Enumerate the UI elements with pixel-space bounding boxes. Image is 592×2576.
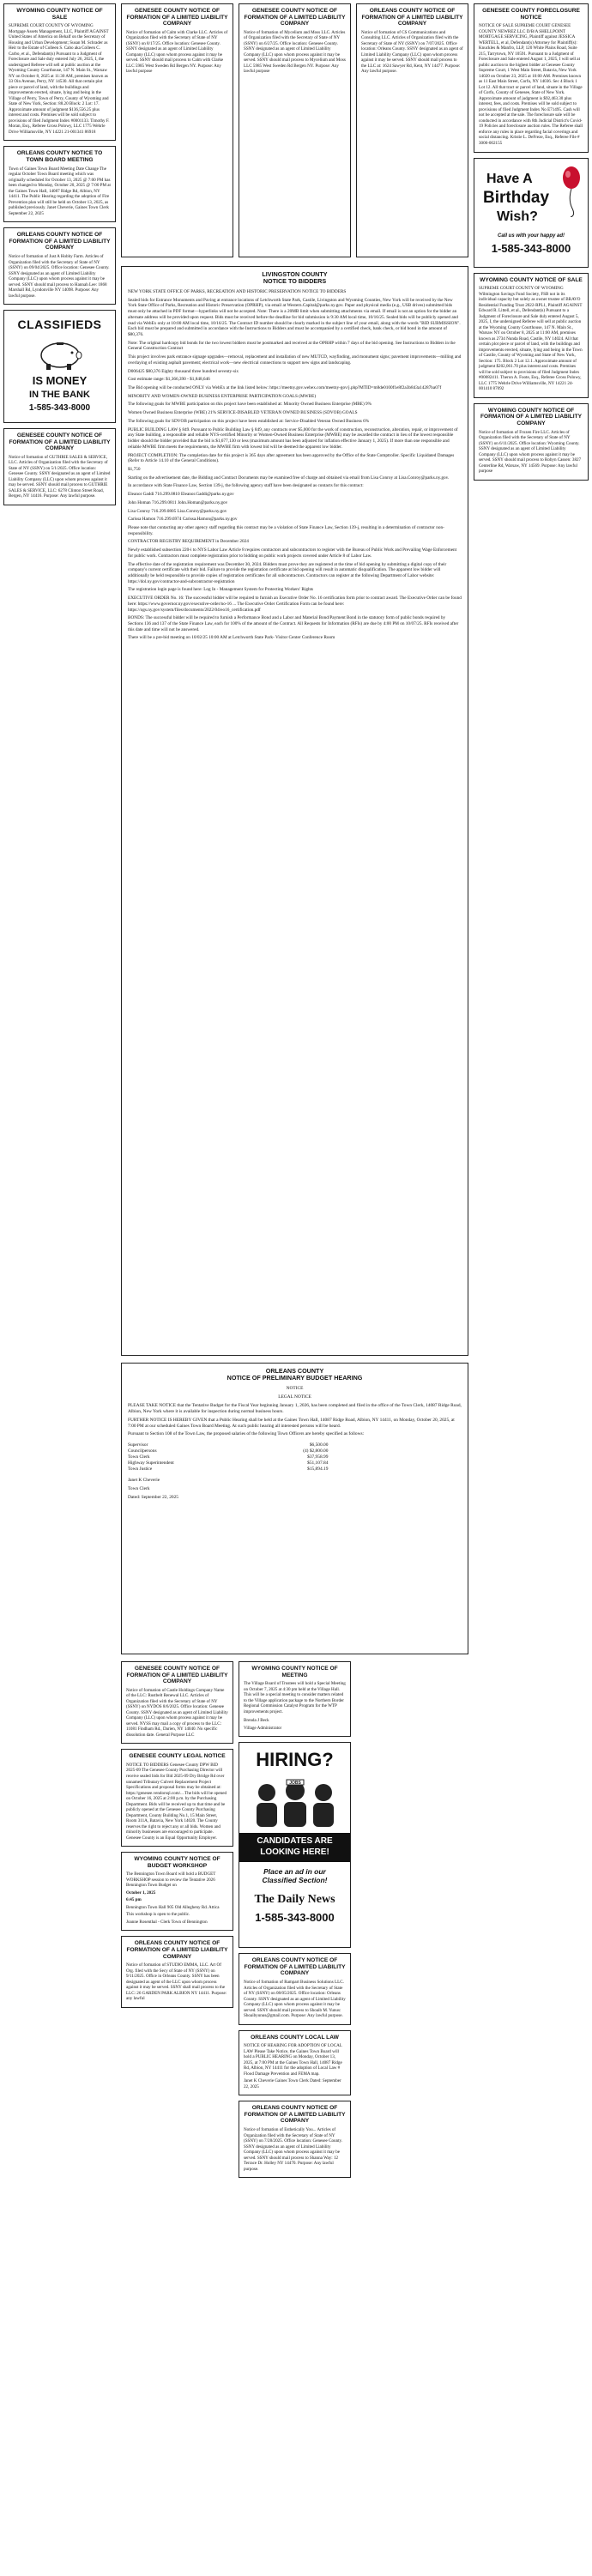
hiring-phone: 1-585-343-8000 <box>255 1911 335 1925</box>
notice-title: ORLEANS COUNTY NOTICE OF FORMATION OF A LIMITED LIABILITY COMPANY <box>244 2105 346 2125</box>
hiring-line-2: LOOKING HERE! <box>260 1847 329 1857</box>
salary-row <box>128 1448 328 1454</box>
notice-orleans-llc-esthetically <box>239 2101 351 2178</box>
notice-body: The Bennington Town Board will hold a BUDGET WORKSHOP session to review the Tentative 2026 Bennington Town Budget on <box>126 1872 216 1889</box>
classifieds-headline: CLASSIFIEDS <box>17 317 102 332</box>
birthday-line-3: Wish? <box>497 209 538 225</box>
notice-paragraph: Note: The original hardcopy bid bonds for the two lowest bidders must be postmarked and received at the OPRHP within 7 days of the bid opening. See Instructions to Bidders in the General Construction Contract <box>128 340 456 352</box>
notice-title: GENESEE COUNTY NOTICE OF FORMATION OF A LIMITED LIABILITY COMPANY <box>9 432 111 452</box>
notice-wyoming-budget-workshop <box>121 1852 233 1931</box>
salary-row <box>128 1460 328 1466</box>
notice-genesee-foreclosure <box>474 3 589 153</box>
birthday-phone: 1-585-343-8000 <box>491 242 571 256</box>
notice-paragraph: This project involves park entrance signage upgrades—removal, replacement and installation of new MUTCD, wayfinding, and monument signs; pavement improvements—milling and overlaying of existing asphalt pavement; electrical work—new electrical connections to support new signs and landscaping. <box>128 354 462 366</box>
notice-body: Notice of formation of Castle Holdings Company Name of the LLC: Rustbelt Renewal LLC. Articles of Organization filed with the Secretary of State of NY (SSNY) on NYDOS 8/6/2025. Office location: Genesee County. SSNY designated as an agent of Limited Liability Company (LLC) upon whom process against it may be served. NYSS may mail a copy of process to the LLC: 11081 Findham Rd., Darien, NY 14040. No specific dissolution date. General Purpose LLC <box>126 1687 228 1738</box>
notice-paragraph: EXECUTIVE ORDER No. 16: The successful bidder will be required to furnish an Executive Order No. 16 certification form prior to contract award. The Executive Order can be found here: https://www.governor.ny.gov/executive-order/no-16 ... The Executive Order Certification Form can be found here: https://ogs.ny.gov/system/files/documents/2022/04/eo16_certification.pdf <box>128 596 462 613</box>
salary-label: Supervisor <box>128 1442 148 1448</box>
notice-paragraph: Eleanor Gaddi 716.299.0810 Eleanor.Gaddi@parks.ny.gov <box>128 492 234 498</box>
salary-value: $15,894.19 <box>307 1466 329 1472</box>
notice-title: WYOMING COUNTY NOTICE OF SALE <box>480 276 583 283</box>
notice-title: GENESEE COUNTY NOTICE OF FORMATION OF A LIMITED LIABILITY COMPANY <box>244 8 346 27</box>
hiring-band <box>239 1833 350 1862</box>
notice-title: ORLEANS COUNTY NOTICE OF FORMATION OF A LIMITED LIABILITY COMPANY <box>126 1940 228 1960</box>
hiring-headline: HIRING? <box>256 1749 334 1771</box>
birthday-line-1: Have A <box>486 171 533 186</box>
salary-row <box>128 1466 328 1472</box>
row3-col-b <box>239 1661 351 2183</box>
notice-genesee-llc-mycelium <box>239 3 351 257</box>
balloon-icon <box>560 166 583 220</box>
notice-wyoming-llc-frozen-fire <box>474 403 589 481</box>
sign-name: Brenda J Beck <box>244 1718 269 1724</box>
classifieds-line-2: IS MONEY <box>32 374 88 388</box>
notice-livingston-bidders <box>121 266 468 1356</box>
notice-title <box>128 271 462 286</box>
notice-genesee-llc-rustbelt <box>121 1661 233 1744</box>
column-3 <box>239 3 351 263</box>
notice-para-1: PLEASE TAKE NOTICE that the Tentative Budget for the Fiscal Year beginning January 1, 2026, has been completed and filed in the office of the Town Clerk, 14087 Ridge Road, Albion, New York where it is available for inspection during normal business hours. <box>128 1402 462 1414</box>
notice-body: Notice of formation of Esthetically You... Articles of Organization filed with the Secretary of State of NY (SSNY) on 7/28/2025. Office location: Genesee County. SSNY designated as an agent of Limited Liability Company (LLC) upon whom process against it may be served. SSNY should mail process to Shanna Way: 12 Terrace Dr. Holley NY 14470. Purpose: Any lawful purpose. <box>244 2127 343 2172</box>
notice-orleans-llc-hobby-farm <box>3 227 116 305</box>
hiring-ad <box>239 1742 351 1948</box>
notice-paragraph: Lisa Conroy 716.299.0805 Lisa.Conroy@parks.ny.gov <box>128 508 227 514</box>
notice-genesee-llc-calm-clarke <box>121 3 233 257</box>
notice-wyoming-sale-2 <box>474 273 589 398</box>
salary-label: Town Clerk <box>128 1454 150 1460</box>
notice-orleans-town-board <box>3 146 116 222</box>
notice-body: Notice of formation of CS Communications and Consulting LLC. Articles of Organization filed with the Secretary of State of NY (SSNY) on 7/07/2025. Office location: Orleans County. SSNY designated as an agent of Limited Liability Company (LLC) upon whom process against it may be served. SSNY should mail process to the LLC at: 1624 Sawyer Rd, Kent, NY 14477. Purpose: Any lawful purpose. <box>361 29 463 75</box>
salary-value: $51,107.84 <box>307 1460 329 1466</box>
workshop-date: October 1, 2025 <box>126 1890 156 1896</box>
notice-paragraph: Please note that contacting any other agency staff regarding this contract may be a violation of State Finance Law, Section 139-j, resulting in a determination of contractor non-responsibility. <box>128 524 444 536</box>
notice-paragraph: PUBLIC BUILDING LAW § 849. Pursuant to Public Building Law § 849, any contracts over $5,000 for the work of construction, reconstruction, alteration, repair, or improvement of any State building, a responsible and reliable NYS-certified Minority or Women-Owned Business Enterprise (MWBE) may be awarded the contract in lieu of the lowest responsible bidder should the bidder provided that the bid is $1,677,130 or less (maximum amount has been adjusted for inflation effective January 1, 2025). If more than one responsible and reliable MWBE firm meets the requirements, the MWBE firm with lowest bid will be deemed the apparent low bidder. <box>128 426 458 450</box>
notice-body: The Village Board of Trustees will hold a Special Meeting on October 7, 2025 at 4:30 pm held at the Village Hall. This will be a special meeting to consider matters related to the Village application package to the Northern Border Regional Commission Catalyst Program for the WTP improvements project. <box>244 1681 346 1714</box>
workshop-note: This workshop is open to the public. <box>126 1912 190 1918</box>
notice-paragraph: Women Owned Business Enterprise (WBE) 21% SERVICE-DISABLED VETERAN OWNED BUSINESS (SDVOB) GOALS <box>128 410 358 416</box>
salary-label: Highway Superintendent <box>128 1460 174 1466</box>
notice-paragraph: Newly established subsection 220-i to NYS Labor Law Article 8 requires contractors and subcontractors to register with the Bureau of Public Work and Prevailing Wage Enforcement for public work. Contractors must complete registration prior to bidding on public work projects covered under Article 8 of Labor Law. <box>128 547 457 559</box>
classifieds-phone: 1-585-343-8000 <box>28 402 91 413</box>
notice-body: Notice of formation of Frozen Fire LLC. Articles of Organization filed with the Secretary of State of NY (SSNY) on 6/11/2025. Office location: Wyoming County. SSNY designated as an agent of Limited Liability Company (LLC) upon whom process against it may be served. SSNY should mail process to Robyn Cassen: 3827 Centerline Rd, Warsaw, NY 14569. Purpose: Any lawful purpose <box>479 429 582 475</box>
salary-label: Town Justice <box>128 1466 153 1472</box>
notice-body: NOTICE OF SALE SUPREME COURT GENESEE COUNTY NEWREZ LLC D/B/A SHELLPOINT MORTGAGE SERVICING, Plaintiff against JESSICA WERTELL, et al, Defendant(s) Attorney for Plaintiff(s): Knuckles & Manfro, LLP, 120 White Plains Road, Suite 215, Tarrytown, NY 10591. Pursuant to a Judgment of Foreclosure and Sale entered August 1, 2025, I will sell at public auction to the highest bidder at Genesee County Supreme Court, 1 West Main Street, Batavia, New York 14020 on October 23, 2025 at 10:00 AM. Premises known as 11 East Main Street, Corfu, NY 14036. Sec 4 Block 1 Lot 12. All that tract or parcel of land, situate in the Village of Corfu, County of Genesee, State of New York. Approximate amount of judgment is $92,463.30 plus interest, fees, and costs. Premises will be sold subject to provisions of filed Judgment Index No E71495. Cash will not be accepted at the sale. The foreclosure sale will be conducted in accordance with 8th Judicial District's Covid-19 Policies and foreclosure auction rules. The Referee shall enforce any rules in place regarding facial coverings and social distancing. Kristie L. DeFreze, Esq., Referee File # 3000-002155 <box>479 23 583 146</box>
notice-body: Notice of formation of STUDIO EMMA, LLC. Art Of Org. filed with the Secy of State of NY (SSNY) on 9/11/2025. Office in Orleans County. SSNY has been designated as agent of the LLC upon whom process against it may be served. SSNY shall mail process to the LLC: 26 GARDEN PARK ALBION NY 14411. Purpose: any lawful <box>126 1962 227 2002</box>
column-1 <box>3 3 116 511</box>
salary-value: $37,958.99 <box>307 1454 329 1460</box>
notice-orleans-llc-cs-comm <box>356 3 468 257</box>
notice-sub-2: LEGAL NOTICE <box>278 1394 311 1400</box>
notice-wyoming-village-meeting <box>239 1661 351 1737</box>
notice-para-3: Pursuant to Section 108 of the Town Law, the proposed salaries of the following Town Officers are hereby specified as follows: <box>128 1431 365 1437</box>
notice-title: WYOMING COUNTY NOTICE OF FORMATION OF A LIMITED LIABILITY COMPANY <box>480 407 583 427</box>
sign-title: Village Administrator <box>244 1725 282 1731</box>
column-4 <box>356 3 468 263</box>
salary-row <box>128 1454 328 1460</box>
notice-title: GENESEE COUNTY LEGAL NOTICE <box>129 1753 226 1760</box>
notice-paragraph: D006425 $80,376 Eighty thousand three hundred seventy-six <box>128 368 239 374</box>
piggy-bank-icon <box>34 336 86 371</box>
column-5 <box>474 3 589 486</box>
sign-block: Janet K Cheverie Gaines Town Clerk Dated: September 22, 2025 <box>244 2078 341 2089</box>
notice-body: Town of Gaines Town Board Meeting Date Change The regular October Town Board meeting which was originally scheduled for October 13, 2025 @ 7:00 PM has been changed to Monday, October 20, 2025 @ 7:00 PM at the Gaines Town Hall, 14087 Ridge Rd, Albion, NY 14411. The Public Hearing regarding the adoption of Fire Prevention plan will still be held on October 13, 2025, as published previously. Janet Cheverie, Gaines Town Clerk September 22, 2025 <box>9 166 111 216</box>
notice-title: WYOMING COUNTY NOTICE OF BUDGET WORKSHOP <box>134 1856 220 1869</box>
hiring-line-4: Classified Section! <box>262 1876 328 1885</box>
notice-sub-1: NOTICE <box>286 1385 304 1391</box>
notice-orleans-local-law <box>239 2030 351 2096</box>
daily-news-logo: The Daily News <box>254 1893 335 1907</box>
notice-title: GENESEE COUNTY NOTICE OF FORMATION OF A LIMITED LIABILITY COMPANY <box>126 8 228 27</box>
notice-paragraph: CONTRACTOR REGISTRY REQUIREMENT in December 2024 <box>128 539 249 545</box>
sign-date: Dated: September 22, 2025 <box>128 1494 178 1500</box>
notice-body: Notice of formation of Rampart Business Solutions LLC. Articles of Organization filed with the Secretary of State of NY (SSNY) on 08/05/2025. Office location: Orleans County. SSNY designated as an agent of Limited Liability Company (LLC) upon whom process against it may be served. SSNY should mail process to Shoaib M. Yunus: Shoaibyunus@gmail.com. Purpose: Any lawful purpose. <box>244 1980 346 2019</box>
sign-name: Janet K Cheverie <box>128 1477 160 1483</box>
notice-body: Notice of formation of Mycelium and Moss LLC. Articles of Organization filed with the Secretary of State of NY (SSNY) on 6/27/25. Office location: Genesee County. SSNY designated as an agent of Limited Liability Company (LLC) upon whom process against it may be served. SSNY should mail process to Mycelium and Moss LLC 5985 West Sweden Rd Bergen NY. Purpose: Any lawful purpose <box>244 29 346 75</box>
notice-body: Notice of formation of Just A Hobby Farm. Articles of Organization filed with the Secretary of State of NY (SSNY) on 09/04/2025. Office location: Genesee County. SSNY designated as an agent of Limited Liability Company (LLC) upon whom process against it may be served. SSNY should mail process to Hannah Lee: 1868 Marshall Rd, Lyndonville NY 14098. Purpose: Any lawful purpose. <box>9 254 110 299</box>
notice-paragraph: Cost estimate range: $1,366,390 - $1,848,646 <box>128 377 210 383</box>
birthday-line-2: Birthday <box>483 188 550 207</box>
notice-title <box>128 1368 462 1382</box>
notice-paragraph: Carissa Hamon 716.299.6974 Carissa.Hamon@parks.ny.gov <box>128 517 238 523</box>
notice-body <box>128 289 462 641</box>
notice-paragraph: NEW YORK STATE OFFICE OF PARKS, RECREATION AND HISTORIC PRESERVATION NOTICE TO BIDDERS <box>128 288 347 294</box>
notice-title: GENESEE COUNTY FORECLOSURE NOTICE <box>482 8 580 21</box>
notice-orleans-budget-hearing <box>121 1363 468 1654</box>
notice-paragraph: MINORITY AND WOMEN-OWNED BUSINESS ENTERPRISE PARTICIPATION GOALS (MWBE) <box>128 393 317 399</box>
notice-title: GENESEE COUNTY NOTICE OF FORMATION OF A LIMITED LIABILITY COMPANY <box>126 1666 228 1685</box>
notice-paragraph: Sealed bids for Entrance Monuments and Paving at entrance locations of Letchworth State Park, Castile, Livingston and Wyoming Counties, New York will be received by the New York State Office of Parks, Recreation and Historic Preservation (OPRHP), via email at Western.Capital@parks.ny.gov. Paper and physical media (e.g., USB drives) submitted bids must only be attached in PDF format—hyperlinks will not be accepted. Note: There is a 20MB limit when submitting attachments via email. If email is not an option for the bidder an alternate address will be provided upon request. Bids must be received before the deadline for bid submission is 9:30 AM local time, 10/16/25. Sealed bids will be publicly opened and read via WebEx only at 10:00 AM local time, 10/16/25. The Contract ID number should be clearly marked in the subject line of your email, along with the words "BID SUBMISSION". Each bid must be prepared and submitted in accordance with the Instructions to Bidders and must be accompanied by a certified check, bank check, or bid bond in the amount of $80,376. <box>128 297 461 337</box>
notice-paragraph: BONDS: The successful bidder will be required to furnish a Performance Bond and a Labor and Material Bond/Payment Bond in the statutory form of public bonds required by Sections 136 and 137 of the State Finance Law, each for 100% of the amount of the Contract. All Requests for Information (RFIs) are due by 4:00 PM on 10/07/25. RFIs received after this date and time will not be answered. <box>128 615 459 632</box>
notice-orleans-llc-studio-emma <box>121 1936 233 2007</box>
notice-paragraph: Starting on the advertisement date, the Bidding and Contract Documents may be examined free of charge and obtained via email from Lisa Conroy at Lisa.Conroy@parks.ny.gov. <box>128 475 450 481</box>
notice-title: ORLEANS COUNTY LOCAL LAW <box>251 2034 339 2041</box>
notice-title-line-1: LIVINGSTON COUNTY <box>262 270 328 278</box>
birthday-ad <box>474 158 589 268</box>
notice-paragraph: The effective date of the registration requirement was December 30, 2024. Bidders must prove they are registered at the time of bid opening by submitting a digital copy of their company's current certificate with their bid. Failure to provide the registration certificate at bid opening will result in automatic disqualification. The apparent low bidder will additionally be held responsible to provide copies of registration certificates for all subcontractors. Contractors can register at the following Department of Labor website: https://dol.ny.gov/contractor-and-subcontractor-registration <box>128 561 447 584</box>
classifieds-line-3: IN THE BANK <box>29 389 90 400</box>
notice-genesee-llc-guthrie <box>3 428 116 505</box>
notice-paragraph: John Homan 716.299.0811 John.Homan@parks.ny.gov <box>128 499 228 505</box>
notice-body: Notice of formation of GUTHRIE SALES & SERVICE, LLC. Articles of Organization filed with the Secretary of State of NY (SSNY) on 5/1/2025. Office location: Genesee County. SSNY designated as an agent of Limited Liability Company (LLC) upon whom process against it may be served. SSNY should mail process to GUTHRIE SALES & SERVICE, LLC: 6278 Clinton Street Road, Bergen, NY 14416. Purpose: Any lawful purpose. <box>9 454 111 499</box>
notice-title: WYOMING COUNTY NOTICE OF MEETING <box>251 1666 338 1678</box>
notice-orleans-llc-rampart <box>239 1953 351 2024</box>
column-2 <box>121 3 233 263</box>
notice-paragraph: The following goals for MWBE participation on this project have been established at: Minority Owned Business Enterprise (MBE) 9% <box>128 402 372 408</box>
classifieds-ad <box>3 310 116 423</box>
notice-title: ORLEANS COUNTY NOTICE OF FORMATION OF A LIMITED LIABILITY COMPANY <box>244 1957 346 1977</box>
notice-paragraph: The registration login page is found here: Log In - Management System for Protecting Workers' Rights <box>128 587 314 593</box>
notice-body: SUPREME COURT COUNTY OF WYOMING Wilmington Savings Fund Society, FSB not in its individual capacity but solely as owner trustee of BRAVO Residential Funding Trust 2022-RPL1, Plaintiff AGAINST Edward R. Littell, et al., Defendant(s) Pursuant to a Judgment of Foreclosure and Sale duly entered August 5, 2025, I, the undersigned Referee will sell at public auction at the Wyoming County Courthouse, 147 N. Main St., Warsaw NY on October 8, 2025 at 11:00 AM, premises known as 2734 Nunda Road, Castile, NY 14024. All that certain plot piece or parcel of land, with the buildings and improvements erected, situate, lying and being in the Town of Castile, County of Wyoming and State of New York, Section: 175. Block 2 Lot 12.1. Approximate amount of judgment $202,061.70 plus interest and costs. Premises will be sold subject to provisions of filed Judgment Index #00082411. Theron A. Foote, Esq., Referee Gross Polowy, LLC 1775 Wehrle Drive Williamsville, NY 14221 24-001410 87092 <box>479 286 583 392</box>
notice-paragraph: The Bid opening will be conducted ONLY via WebEx at the link listed below: https://meetny.gov.webex.com/meetny-gov/j.php?MTID=m8de0100f1e8f2a3b843a14287ba07f <box>128 385 442 391</box>
notice-wyoming-sale-1 <box>3 3 116 141</box>
workshop-sign: Joanne Rosenthal - Clerk Town of Bennington <box>126 1919 208 1925</box>
notice-paragraph: There will be a pre-bid meeting on 10/02/25 10:00 AM at Letchworth State Park- Visitor Center Conference Room <box>128 635 335 641</box>
salary-value: (4) $2,800.00 <box>303 1448 329 1454</box>
salary-table <box>128 1442 462 1472</box>
salary-row <box>128 1442 328 1448</box>
notice-paragraph: The following goals for SDVOB participation on this project have been established at: Service-Disabled Veteran Owned Business 6% <box>128 418 370 424</box>
salary-label: Councilpersons <box>128 1448 157 1454</box>
workshop-time: 6:45 pm <box>126 1897 142 1903</box>
notice-para-2: FURTHER NOTICE IS HEREBY GIVEN that a Public Hearing shall be held at the Gaines Town Hall, 14087 Ridge Road, Albion, NY 14411, on Monday, October 20, 2025, at 7:00 PM at our scheduled Gaines Town Board Meeting. At such public hearing all interested persons will be heard. <box>128 1417 455 1429</box>
notice-title: ORLEANS COUNTY NOTICE OF FORMATION OF A LIMITED LIABILITY COMPANY <box>9 232 111 251</box>
sign-title: Town Clerk <box>128 1485 150 1491</box>
notice-genesee-bidders <box>121 1749 233 1847</box>
notice-title: WYOMING COUNTY NOTICE OF SALE <box>16 8 103 21</box>
notice-title-line-2: NOTICE OF PRELIMINARY BUDGET HEARING <box>227 1374 363 1382</box>
notice-title: ORLEANS COUNTY NOTICE TO TOWN BOARD MEETING <box>16 150 103 164</box>
notice-title-line-2: NOTICE TO BIDDERS <box>263 277 327 286</box>
notice-paragraph: $1,750 <box>128 466 141 472</box>
notice-paragraph: PROJECT COMPLETION: The completion date for this project is 365 days after agreement has been approved by the Office of the State Comptroller. Specific Liquidated Damages (Refer to Article 14.10 of the General Conditions). <box>128 452 455 464</box>
workshop-place: Bennington Town Hall 905 Old Allegheny Rd. Attica <box>126 1904 220 1910</box>
hiring-line-3: Place an ad in our <box>263 1866 326 1876</box>
svg-text:JOBS: JOBS <box>288 1781 301 1787</box>
notice-body: Notice of formation of Calm with Clarke LLC. Articles of Organization filed with the Secretary of State of NY (SSNY) on 8/17/25. Office location: Genesee County. SSNY designated as an agent of Limited Liability Company (LLC) upon whom process against it may be served. SSNY should mail process to Calm with Clarke LLC 5985 West Sweden Rd Bergen NY. Purpose: Any lawful purpose <box>126 29 228 75</box>
birthday-sub: Call us with your happy ad! <box>497 233 565 239</box>
hiring-line-1: CANDIDATES ARE <box>257 1835 333 1846</box>
notice-body: SUPREME COURT COUNTY OF WYOMING Mortgage Assets Management, LLC, Plaintiff AGAINST United States of America on Behalf on the Secretary of Housing and Urban Development; Susan M. Schrader as Heir to the Estate of Colleen S. Cabo aka Colleen C. Carbo, et al., Defendant(s) Pursuant to a Judgment of Foreclosure and Sale duly entered July 26, 2025, I, the undersigned Referee will sell at public auction at the Wyoming County Courthouse, 147 N. Main St., Warsaw NY on October 8, 2025 at 11:30 AM, premises known as 33 Oin Avenue, Perry, NY 14530. All that certain plot piece or parcel of land, with the buildings and improvements erected, situate, lying and being in the Village of Perry, Town of Perry, County of Wyoming and State of New York, Section: 88.20 Block: 2 Lot: 17. Approximate amount of judgment $136,556.25 plus interest and costs. Premises will be sold subject to provisions of filed Judgment Index #0001133. Timothy F. Moran, Esq., Referee Gross Polowy, LLC 1775 Wehrle Drive Williamsville, NY 14221 21-001341 86918 <box>9 23 110 135</box>
notice-paragraph: In accordance with State Finance Law, Section 139-j, the following agency staff have been designated as contacts for this contract: <box>128 483 364 489</box>
row3-col-a <box>121 1661 233 2013</box>
job-seekers-icon <box>243 1775 347 1829</box>
notice-title: ORLEANS COUNTY NOTICE OF FORMATION OF A LIMITED LIABILITY COMPANY <box>361 8 463 27</box>
notice-title-line-1: ORLEANS COUNTY <box>265 1367 324 1375</box>
notice-body: NOTICE OF HEARING FOR ADOPTION OF LOCAL LAW Please Take Notice, the Gaines Town Board will hold a PUBLIC HEARING on Monday, October 13, 2025, at 7:00 PM at the Gaines Town Hall, 14087 Ridge Rd, Albion, NY 14411 for the adoption of Local Law # Flood Damage Prevention and FEMA map. <box>244 2043 342 2077</box>
salary-value: $6,500.00 <box>309 1442 329 1448</box>
notice-body: NOTICE TO BIDDERS Genesee County DPW BID 2025-09 The Genesee County Purchasing Director will receive sealed bids for Bid 2025-09 Dry Bridge Rd over unnamed Tributary Culvert Replacement Project Specifications and proposal forms may be obtained at: https://genesee.vendorsql.com/... The bids will be opened on October 16, 2025 at 2:00 p.m. by the Purchasing Department. Bids will be received up to that time and be publicly opened at the Genesee County Purchasing Department, County Building No.1, 15 Main Street, Room 311A, Batavia, New York 14020. The County reserves the right to reject any or all bids. Women and minority businesses are encouraged to participate. Genesee County is an Equal Opportunity Employer. <box>126 1762 227 1841</box>
